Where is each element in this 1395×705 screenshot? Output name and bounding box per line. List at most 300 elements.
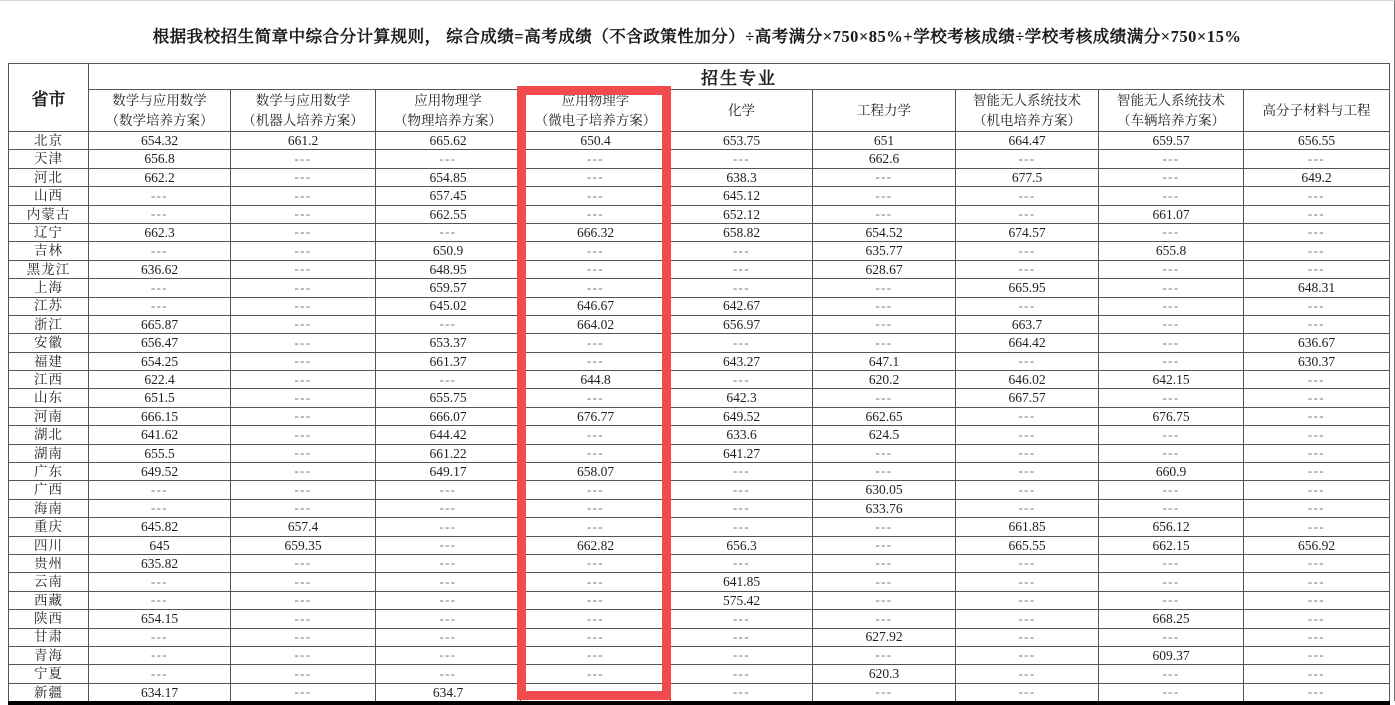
score-cell: --- [813, 646, 956, 664]
province-cell: 四川 [9, 536, 89, 554]
score-cell: 644.8 [521, 371, 671, 389]
score-cell: --- [956, 187, 1099, 205]
score-cell: 651 [813, 132, 956, 150]
score-cell: --- [1244, 665, 1390, 683]
table-row [9, 591, 1390, 609]
score-cell: 654.25 [89, 352, 231, 370]
score-cell: 657.4 [231, 518, 376, 536]
score-cell: --- [521, 389, 671, 407]
score-cell: --- [376, 315, 521, 333]
table-row [9, 187, 1390, 205]
score-cell: --- [231, 499, 376, 517]
score-cell: --- [231, 242, 376, 260]
score-cell: --- [1099, 279, 1244, 297]
score-cell: 654.15 [89, 610, 231, 628]
table-row [9, 444, 1390, 462]
province-cell: 贵州 [9, 554, 89, 572]
score-cell: --- [1099, 628, 1244, 646]
score-cell: --- [521, 591, 671, 609]
score-cell: --- [521, 242, 671, 260]
score-cell: --- [231, 205, 376, 223]
province-column-header: 省市 [9, 64, 89, 132]
score-cell: --- [376, 150, 521, 168]
province-cell: 河南 [9, 407, 89, 425]
score-cell: --- [521, 205, 671, 223]
table-row [9, 297, 1390, 315]
score-cell: 648.31 [1244, 279, 1390, 297]
score-cell: --- [376, 554, 521, 572]
score-cell: --- [956, 444, 1099, 462]
score-cell: 647.1 [813, 352, 956, 370]
score-cell: --- [521, 260, 671, 278]
score-cell: 677.5 [956, 168, 1099, 186]
score-cell: --- [231, 334, 376, 352]
score-cell: --- [1099, 389, 1244, 407]
score-cell: 662.2 [89, 168, 231, 186]
score-cell: 620.2 [813, 371, 956, 389]
score-cell: --- [231, 352, 376, 370]
score-cell: --- [231, 297, 376, 315]
score-cell: --- [813, 463, 956, 481]
province-cell: 福建 [9, 352, 89, 370]
score-cell: --- [1244, 407, 1390, 425]
score-cell: --- [376, 610, 521, 628]
column-header: 数学与应用数学 （数学培养方案） [89, 90, 231, 132]
score-cell: 665.62 [376, 132, 521, 150]
table-row [9, 260, 1390, 278]
table-row [9, 518, 1390, 536]
score-cell: --- [231, 407, 376, 425]
score-cell: --- [813, 205, 956, 223]
score-cell: --- [1099, 426, 1244, 444]
score-cell: --- [671, 463, 813, 481]
score-cell: --- [1244, 223, 1390, 241]
score-cell: 649.52 [89, 463, 231, 481]
score-cell: --- [89, 591, 231, 609]
province-cell: 新疆 [9, 683, 89, 703]
score-cell: --- [376, 591, 521, 609]
score-cell: 661.07 [1099, 205, 1244, 223]
score-cell: 657.45 [376, 187, 521, 205]
table-row [9, 279, 1390, 297]
score-cell: --- [1244, 463, 1390, 481]
score-cell: --- [1244, 150, 1390, 168]
score-cell: 635.82 [89, 554, 231, 572]
score-cell: 656.55 [1244, 132, 1390, 150]
score-cell: 633.6 [671, 426, 813, 444]
score-cell: --- [89, 665, 231, 683]
column-header: 化学 [671, 90, 813, 132]
score-cell: --- [1099, 315, 1244, 333]
score-formula-note: 根据我校招生简章中综合分计算规则， 综合成绩=高考成绩（不含政策性加分）÷高考满分×750×85%+学校考核成绩÷学校考核成绩满分×750×15% [152, 27, 1242, 46]
table-row [9, 168, 1390, 186]
score-cell: --- [231, 628, 376, 646]
score-cell: 659.35 [231, 536, 376, 554]
score-cell: --- [813, 444, 956, 462]
score-cell: --- [1244, 610, 1390, 628]
score-cell: 644.42 [376, 426, 521, 444]
score-cell: --- [671, 150, 813, 168]
table-row [9, 352, 1390, 370]
score-cell: 662.15 [1099, 536, 1244, 554]
score-cell: 659.57 [1099, 132, 1244, 150]
score-cell: --- [1244, 389, 1390, 407]
score-cell: 651.5 [89, 389, 231, 407]
score-cell: --- [1099, 260, 1244, 278]
table-row [9, 665, 1390, 683]
score-cell: --- [521, 683, 671, 703]
table-row [9, 150, 1390, 168]
score-cell: --- [89, 297, 231, 315]
score-cell: --- [1244, 371, 1390, 389]
score-cell: --- [813, 536, 956, 554]
score-cell: --- [521, 444, 671, 462]
score-cell: 662.3 [89, 223, 231, 241]
score-cell: --- [521, 554, 671, 572]
province-cell: 黑龙江 [9, 260, 89, 278]
score-cell: 620.3 [813, 665, 956, 683]
score-cell: --- [956, 573, 1099, 591]
table-row [9, 683, 1390, 703]
score-cell: 656.8 [89, 150, 231, 168]
score-cell: --- [813, 554, 956, 572]
score-cell: --- [813, 683, 956, 703]
score-cell: --- [1244, 315, 1390, 333]
score-cell: --- [671, 683, 813, 703]
score-cell: 645.12 [671, 187, 813, 205]
province-cell: 山东 [9, 389, 89, 407]
column-header: 应用物理学 （物理培养方案） [376, 90, 521, 132]
score-cell: --- [521, 352, 671, 370]
table-row [9, 389, 1390, 407]
score-cell: --- [521, 573, 671, 591]
province-cell: 辽宁 [9, 223, 89, 241]
score-cell: --- [1099, 554, 1244, 572]
score-cell: --- [376, 646, 521, 664]
score-cell: 654.52 [813, 223, 956, 241]
score-cell: --- [231, 463, 376, 481]
score-cell: --- [956, 646, 1099, 664]
score-cell: 634.17 [89, 683, 231, 703]
score-cell: --- [1099, 481, 1244, 499]
score-cell: --- [956, 463, 1099, 481]
column-header: 高分子材料与工程 [1244, 90, 1390, 132]
score-table-body [9, 132, 1390, 704]
score-cell: 636.62 [89, 260, 231, 278]
score-cell: --- [956, 260, 1099, 278]
score-cell: 666.07 [376, 407, 521, 425]
province-cell: 云南 [9, 573, 89, 591]
score-cell: --- [813, 297, 956, 315]
score-cell: 649.52 [671, 407, 813, 425]
score-cell: --- [1099, 352, 1244, 370]
score-cell: --- [231, 665, 376, 683]
province-cell: 内蒙古 [9, 205, 89, 223]
score-cell: 630.37 [1244, 352, 1390, 370]
table-row [9, 646, 1390, 664]
score-cell: --- [956, 297, 1099, 315]
score-cell: 645.02 [376, 297, 521, 315]
score-cell: --- [956, 407, 1099, 425]
score-cell: --- [1244, 187, 1390, 205]
score-cell: --- [89, 499, 231, 517]
score-cell: 643.27 [671, 352, 813, 370]
score-cell: 635.77 [813, 242, 956, 260]
column-header: 智能无人系统技术 （车辆培养方案） [1099, 90, 1244, 132]
score-cell: --- [1099, 683, 1244, 703]
admission-score-table-wrap [8, 63, 1390, 705]
province-cell: 山西 [9, 187, 89, 205]
majors-group-header: 招生专业 [89, 64, 1390, 90]
province-cell: 河北 [9, 168, 89, 186]
score-cell: --- [521, 168, 671, 186]
score-cell: --- [376, 628, 521, 646]
score-cell: --- [671, 242, 813, 260]
score-cell: --- [231, 223, 376, 241]
score-cell: 641.85 [671, 573, 813, 591]
score-cell: --- [813, 518, 956, 536]
score-cell: --- [671, 610, 813, 628]
score-cell: --- [376, 371, 521, 389]
province-cell: 广西 [9, 481, 89, 499]
score-cell: --- [1099, 499, 1244, 517]
score-cell: --- [956, 150, 1099, 168]
score-cell: 641.27 [671, 444, 813, 462]
score-cell: --- [671, 554, 813, 572]
score-cell: --- [1099, 297, 1244, 315]
score-cell: 661.2 [231, 132, 376, 150]
table-row [9, 554, 1390, 572]
score-cell: 630.05 [813, 481, 956, 499]
table-row [9, 610, 1390, 628]
score-cell: --- [376, 499, 521, 517]
score-cell: --- [231, 683, 376, 703]
score-cell: --- [1244, 554, 1390, 572]
score-cell: 645 [89, 536, 231, 554]
score-cell: --- [956, 554, 1099, 572]
score-cell: 666.15 [89, 407, 231, 425]
score-cell: --- [231, 168, 376, 186]
score-cell: 656.12 [1099, 518, 1244, 536]
score-cell: --- [1099, 665, 1244, 683]
score-cell: --- [521, 187, 671, 205]
province-cell: 江西 [9, 371, 89, 389]
column-header: 数学与应用数学 （机器人培养方案） [231, 90, 376, 132]
score-cell: --- [1099, 223, 1244, 241]
score-cell: 627.92 [813, 628, 956, 646]
score-cell: --- [671, 371, 813, 389]
score-cell: --- [521, 518, 671, 536]
table-row [9, 205, 1390, 223]
score-cell: --- [813, 610, 956, 628]
score-cell: --- [1244, 499, 1390, 517]
score-cell: --- [1099, 150, 1244, 168]
score-cell: --- [1244, 591, 1390, 609]
score-cell: 661.37 [376, 352, 521, 370]
score-cell: 628.67 [813, 260, 956, 278]
score-cell: --- [1244, 518, 1390, 536]
score-cell: --- [1244, 481, 1390, 499]
score-cell: 654.85 [376, 168, 521, 186]
score-cell: --- [231, 150, 376, 168]
score-cell: --- [376, 518, 521, 536]
group-header-row [9, 64, 1390, 90]
score-cell: 674.57 [956, 223, 1099, 241]
score-cell: 662.6 [813, 150, 956, 168]
column-header: 工程力学 [813, 90, 956, 132]
province-cell: 海南 [9, 499, 89, 517]
score-cell: --- [376, 223, 521, 241]
column-header: 智能无人系统技术 （机电培养方案） [956, 90, 1099, 132]
score-cell: --- [813, 168, 956, 186]
score-cell: --- [1244, 426, 1390, 444]
score-cell: --- [376, 481, 521, 499]
score-cell: 654.32 [89, 132, 231, 150]
score-cell: --- [671, 499, 813, 517]
table-row [9, 573, 1390, 591]
score-cell: --- [956, 665, 1099, 683]
table-row [9, 334, 1390, 352]
score-cell: --- [376, 573, 521, 591]
score-cell: 649.2 [1244, 168, 1390, 186]
score-cell: --- [231, 260, 376, 278]
score-cell: --- [521, 610, 671, 628]
score-cell: 665.95 [956, 279, 1099, 297]
province-cell: 西藏 [9, 591, 89, 609]
score-cell: 650.9 [376, 242, 521, 260]
score-cell: 622.4 [89, 371, 231, 389]
score-cell: 624.5 [813, 426, 956, 444]
score-cell: --- [813, 187, 956, 205]
province-cell: 广东 [9, 463, 89, 481]
score-cell: --- [1244, 683, 1390, 703]
score-cell: 633.76 [813, 499, 956, 517]
score-cell: 660.9 [1099, 463, 1244, 481]
table-row [9, 315, 1390, 333]
score-cell: --- [671, 628, 813, 646]
province-cell: 北京 [9, 132, 89, 150]
score-cell: --- [231, 444, 376, 462]
province-cell: 湖北 [9, 426, 89, 444]
table-row [9, 536, 1390, 554]
score-cell: 656.3 [671, 536, 813, 554]
score-cell: --- [89, 573, 231, 591]
score-cell: 656.97 [671, 315, 813, 333]
score-cell: --- [1244, 205, 1390, 223]
score-cell: --- [231, 279, 376, 297]
score-cell: --- [231, 315, 376, 333]
province-cell: 天津 [9, 150, 89, 168]
province-cell: 陕西 [9, 610, 89, 628]
province-cell: 重庆 [9, 518, 89, 536]
score-cell: 642.15 [1099, 371, 1244, 389]
province-cell: 甘肃 [9, 628, 89, 646]
score-cell: 609.37 [1099, 646, 1244, 664]
table-row [9, 407, 1390, 425]
score-cell: 665.55 [956, 536, 1099, 554]
table-row [9, 132, 1390, 150]
score-cell: --- [956, 426, 1099, 444]
score-cell: --- [521, 334, 671, 352]
score-cell: 658.07 [521, 463, 671, 481]
score-cell: --- [956, 628, 1099, 646]
score-cell: --- [1244, 444, 1390, 462]
score-cell: 575.42 [671, 591, 813, 609]
province-cell: 浙江 [9, 315, 89, 333]
score-cell: --- [956, 610, 1099, 628]
score-cell: 666.32 [521, 223, 671, 241]
score-cell: --- [89, 242, 231, 260]
score-cell: --- [1244, 573, 1390, 591]
score-cell: 664.02 [521, 315, 671, 333]
score-cell: --- [671, 334, 813, 352]
score-cell: --- [671, 260, 813, 278]
province-cell: 青海 [9, 646, 89, 664]
score-cell: --- [956, 352, 1099, 370]
score-cell: --- [89, 646, 231, 664]
score-cell: 655.8 [1099, 242, 1244, 260]
score-cell: --- [671, 481, 813, 499]
score-cell: --- [956, 242, 1099, 260]
score-cell: --- [231, 426, 376, 444]
score-cell: 636.67 [1244, 334, 1390, 352]
score-cell: --- [521, 279, 671, 297]
score-cell: 662.55 [376, 205, 521, 223]
table-row [9, 628, 1390, 646]
score-cell: 653.75 [671, 132, 813, 150]
score-cell: --- [89, 279, 231, 297]
province-cell: 湖南 [9, 444, 89, 462]
score-cell: 662.65 [813, 407, 956, 425]
score-cell: --- [1244, 628, 1390, 646]
score-cell: 646.02 [956, 371, 1099, 389]
score-cell: --- [1099, 591, 1244, 609]
score-cell: 656.47 [89, 334, 231, 352]
score-cell: --- [231, 481, 376, 499]
score-cell: --- [1244, 260, 1390, 278]
score-cell: --- [89, 481, 231, 499]
score-cell: --- [89, 187, 231, 205]
table-row [9, 463, 1390, 481]
score-cell: 662.82 [521, 536, 671, 554]
score-cell: --- [1099, 187, 1244, 205]
score-cell: --- [231, 371, 376, 389]
score-cell: --- [231, 646, 376, 664]
score-cell: --- [1244, 297, 1390, 315]
score-cell: 656.92 [1244, 536, 1390, 554]
score-cell: --- [521, 481, 671, 499]
score-cell: --- [376, 536, 521, 554]
score-cell: --- [521, 150, 671, 168]
score-cell: 665.87 [89, 315, 231, 333]
score-cell: 638.3 [671, 168, 813, 186]
table-row [9, 426, 1390, 444]
table-row [9, 499, 1390, 517]
score-cell: 649.17 [376, 463, 521, 481]
score-cell: --- [813, 591, 956, 609]
score-cell: --- [376, 665, 521, 683]
score-cell: --- [1244, 646, 1390, 664]
score-cell: --- [1244, 242, 1390, 260]
table-row [9, 223, 1390, 241]
score-cell: --- [813, 389, 956, 407]
score-cell: 659.57 [376, 279, 521, 297]
score-cell: 650.4 [521, 132, 671, 150]
column-header-highlighted: 应用物理学 （微电子培养方案） [521, 90, 671, 132]
score-cell: --- [521, 628, 671, 646]
score-cell: 634.7 [376, 683, 521, 703]
score-cell: --- [231, 610, 376, 628]
